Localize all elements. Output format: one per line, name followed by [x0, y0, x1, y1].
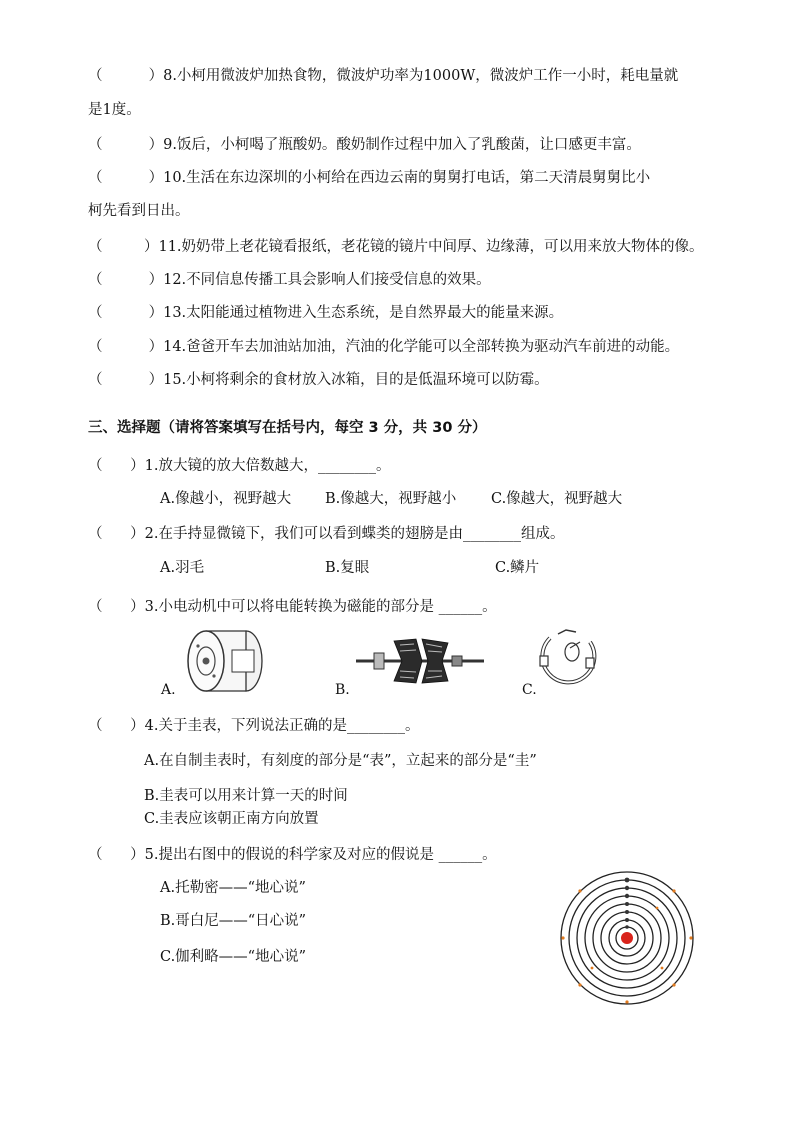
motor-housing-image[interactable] [176, 628, 272, 694]
answer-bracket[interactable]: （ ） [88, 372, 164, 388]
answer-bracket[interactable]: （ ） [88, 272, 164, 288]
question-text: 3.小电动机中可以将电能转换为磁能的部分是 ______。 [144, 599, 497, 615]
question-text: 13.太阳能通过植物进入生态系统，是自然界最大的能量来源。 [163, 305, 564, 321]
answer-bracket[interactable]: （ ） [88, 68, 164, 84]
choice-q2 [88, 524, 565, 544]
question-text: 15.小柯将剩余的食材放入冰箱，目的是低温环境可以防霉。 [163, 372, 549, 388]
judge-q11 [88, 237, 704, 257]
answer-bracket[interactable]: （ ） [88, 599, 145, 615]
section-title: 三、选择题（请将答案填写在括号内，每空 3 分，共 30 分） [88, 420, 487, 436]
option-b[interactable]: B.复眼 [325, 560, 370, 576]
question-text: 10.生活在东边深圳的小柯给在西边云南的舅舅打电话，第二天清晨舅舅比小 [163, 170, 651, 186]
answer-bracket[interactable]: （ ） [88, 137, 164, 153]
rotor-armature-image[interactable] [356, 635, 484, 689]
judge-q8-continuation: 是1度。 [88, 102, 141, 118]
figure-b-label[interactable]: B. [335, 682, 350, 698]
choice-q5 [88, 845, 497, 865]
choice-q3 [88, 597, 497, 617]
judge-q13 [88, 303, 563, 323]
solar-system-diagram [557, 868, 697, 1008]
judge-q15 [88, 370, 549, 390]
question-text: 2.在手持显微镜下，我们可以看到蝶类的翅膀是由________组成。 [144, 526, 565, 542]
question-text: 1.放大镜的放大倍数越大，________。 [144, 458, 391, 474]
judge-q8 [88, 66, 678, 86]
question-text: 11.奶奶带上老花镜看报纸，老花镜的镜片中间厚、边缘薄，可以用来放大物体的像。 [158, 239, 704, 255]
judge-q14 [88, 337, 679, 357]
option-b[interactable]: B.像越大，视野越小 [325, 491, 457, 507]
choice-q4-option-b[interactable]: B.圭表可以用来计算一天的时间 [144, 788, 348, 804]
question-text: 9.饭后，小柯喝了瓶酸奶。酸奶制作过程中加入了乳酸菌，让口感更丰富。 [163, 137, 641, 153]
option-c[interactable]: C.像越大，视野越大 [491, 491, 623, 507]
option-a[interactable]: A.像越小，视野越大 [160, 491, 292, 507]
choice-q4-option-c[interactable]: C.圭表应该朝正南方向放置 [144, 811, 319, 827]
choice-q5-option-a[interactable]: A.托勒密——“地心说” [160, 880, 306, 896]
judge-q9 [88, 135, 641, 155]
answer-bracket[interactable]: （ ） [88, 305, 164, 321]
choice-q5-option-b[interactable]: B.哥白尼——“日心说” [160, 913, 307, 929]
answer-bracket[interactable]: （ ） [88, 170, 164, 186]
choice-q4 [88, 716, 420, 736]
question-text: 14.爸爸开车去加油站加油，汽油的化学能可以全部转换为驱动汽车前进的动能。 [163, 339, 680, 355]
question-text: 5.提出右图中的假说的科学家及对应的假说是 ______。 [144, 847, 497, 863]
choice-q5-option-c[interactable]: C.伽利略——“地心说” [160, 949, 307, 965]
choice-q1-options [0, 489, 794, 511]
answer-bracket[interactable]: （ ） [88, 239, 159, 255]
answer-bracket[interactable]: （ ） [88, 339, 164, 355]
answer-bracket[interactable]: （ ） [88, 458, 145, 474]
magnet-brackets-image[interactable] [536, 628, 600, 690]
figure-a-label[interactable]: A. [161, 682, 176, 698]
choice-q4-option-a[interactable]: A.在自制圭表时，有刻度的部分是“表”，立起来的部分是“圭” [144, 753, 537, 769]
judge-q12 [88, 270, 491, 290]
choice-q2-options [0, 558, 794, 580]
figure-c-label[interactable]: C. [522, 682, 537, 698]
question-text: 4.关于圭表，下列说法正确的是________。 [144, 718, 420, 734]
judge-q10 [88, 168, 650, 188]
judge-q10-continuation: 柯先看到日出。 [88, 203, 190, 219]
question-text: 8.小柯用微波炉加热食物，微波炉功率为1000W，微波炉工作一小时，耗电量就 [163, 68, 679, 84]
answer-bracket[interactable]: （ ） [88, 847, 145, 863]
answer-bracket[interactable]: （ ） [88, 526, 145, 542]
answer-bracket[interactable]: （ ） [88, 718, 145, 734]
option-c[interactable]: C.鳞片 [495, 560, 540, 576]
question-text: 12.不同信息传播工具会影响人们接受信息的效果。 [163, 272, 491, 288]
option-a[interactable]: A.羽毛 [160, 560, 205, 576]
choice-q1 [88, 456, 391, 476]
